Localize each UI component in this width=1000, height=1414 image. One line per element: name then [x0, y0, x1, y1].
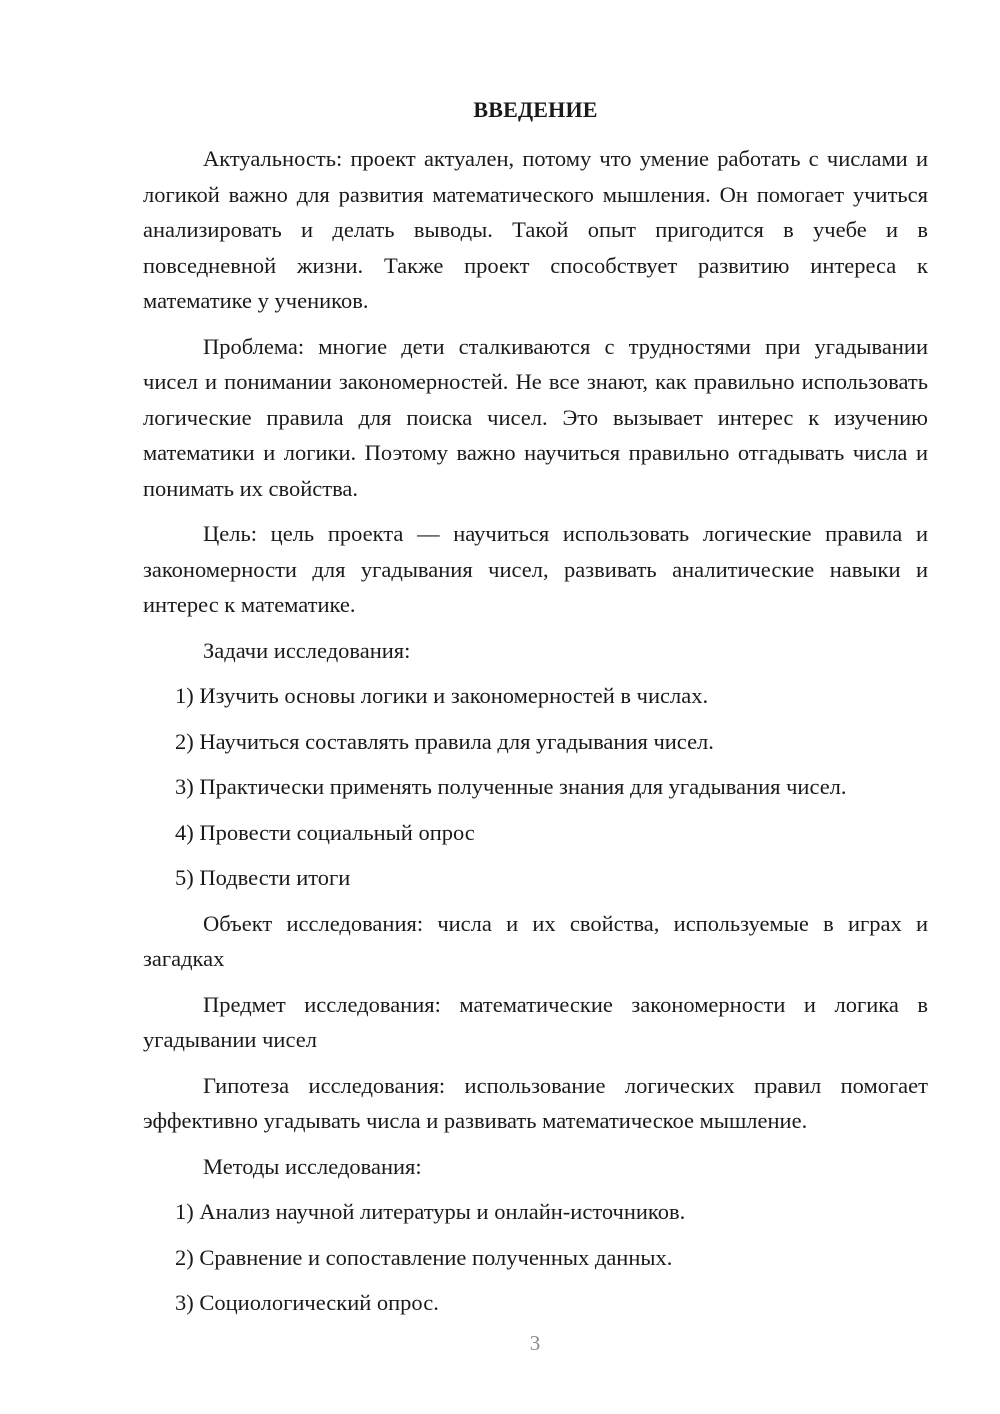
tasks-list	[143, 678, 928, 896]
list-item: 1) Анализ научной литературы и онлайн-источников.	[175, 1199, 686, 1224]
object-paragraph: Объект исследования: числа и их свойства, используемые в играх и загадках	[143, 910, 928, 971]
list-item: 3) Социологический опрос.	[175, 1290, 439, 1315]
page-number: 3	[529, 1331, 541, 1355]
goal-paragraph: Цель: цель проекта — научиться использовать логические правила и закономерности для угадывания чисел, развивать аналитические навыки и интерес к математике.	[143, 521, 928, 617]
methods-list	[143, 1194, 928, 1321]
document-page	[143, 95, 928, 1331]
list-item: 1) Изучить основы логики и закономерностей в числах.	[175, 683, 709, 708]
hypothesis-paragraph: Гипотеза исследования: использование логических правил помогает эффективно угадывать числа и развивать математическое мышление.	[143, 1072, 928, 1133]
problem-paragraph: Проблема: многие дети сталкиваются с трудностями при угадывании чисел и понимании закономерностей. Не все знают, как правильно использовать логические правила для поиска чисел. Это вызывает интерес к изучению математики и логики. Поэтому важно научиться правильно отгадывать числа и понимать их свойства.	[143, 333, 928, 501]
list-item: 5) Подвести итоги	[175, 865, 351, 890]
list-item: 2) Сравнение и сопоставление полученных данных.	[175, 1244, 673, 1270]
methods-heading: Методы исследования:	[203, 1153, 422, 1179]
list-item: 3) Практически применять полученные знания для угадывания чисел.	[175, 774, 847, 799]
list-item: 4) Провести социальный опрос	[175, 819, 475, 845]
section-title: ВВЕДЕНИЕ	[473, 97, 598, 122]
list-item: 2) Научиться составлять правила для угадывания чисел.	[175, 728, 714, 754]
tasks-heading: Задачи исследования:	[203, 637, 411, 663]
subject-paragraph: Предмет исследования: математические закономерности и логика в угадывании чисел	[143, 991, 928, 1052]
relevance-paragraph: Актуальность: проект актуален, потому что умение работать с числами и логикой важно для развития математического мышления. Он помогает учиться анализировать и делать выводы. Такой опыт пригодится в учебе и в повседневной жизни. Также проект способствует развитию интереса к математике у учеников.	[143, 146, 928, 313]
